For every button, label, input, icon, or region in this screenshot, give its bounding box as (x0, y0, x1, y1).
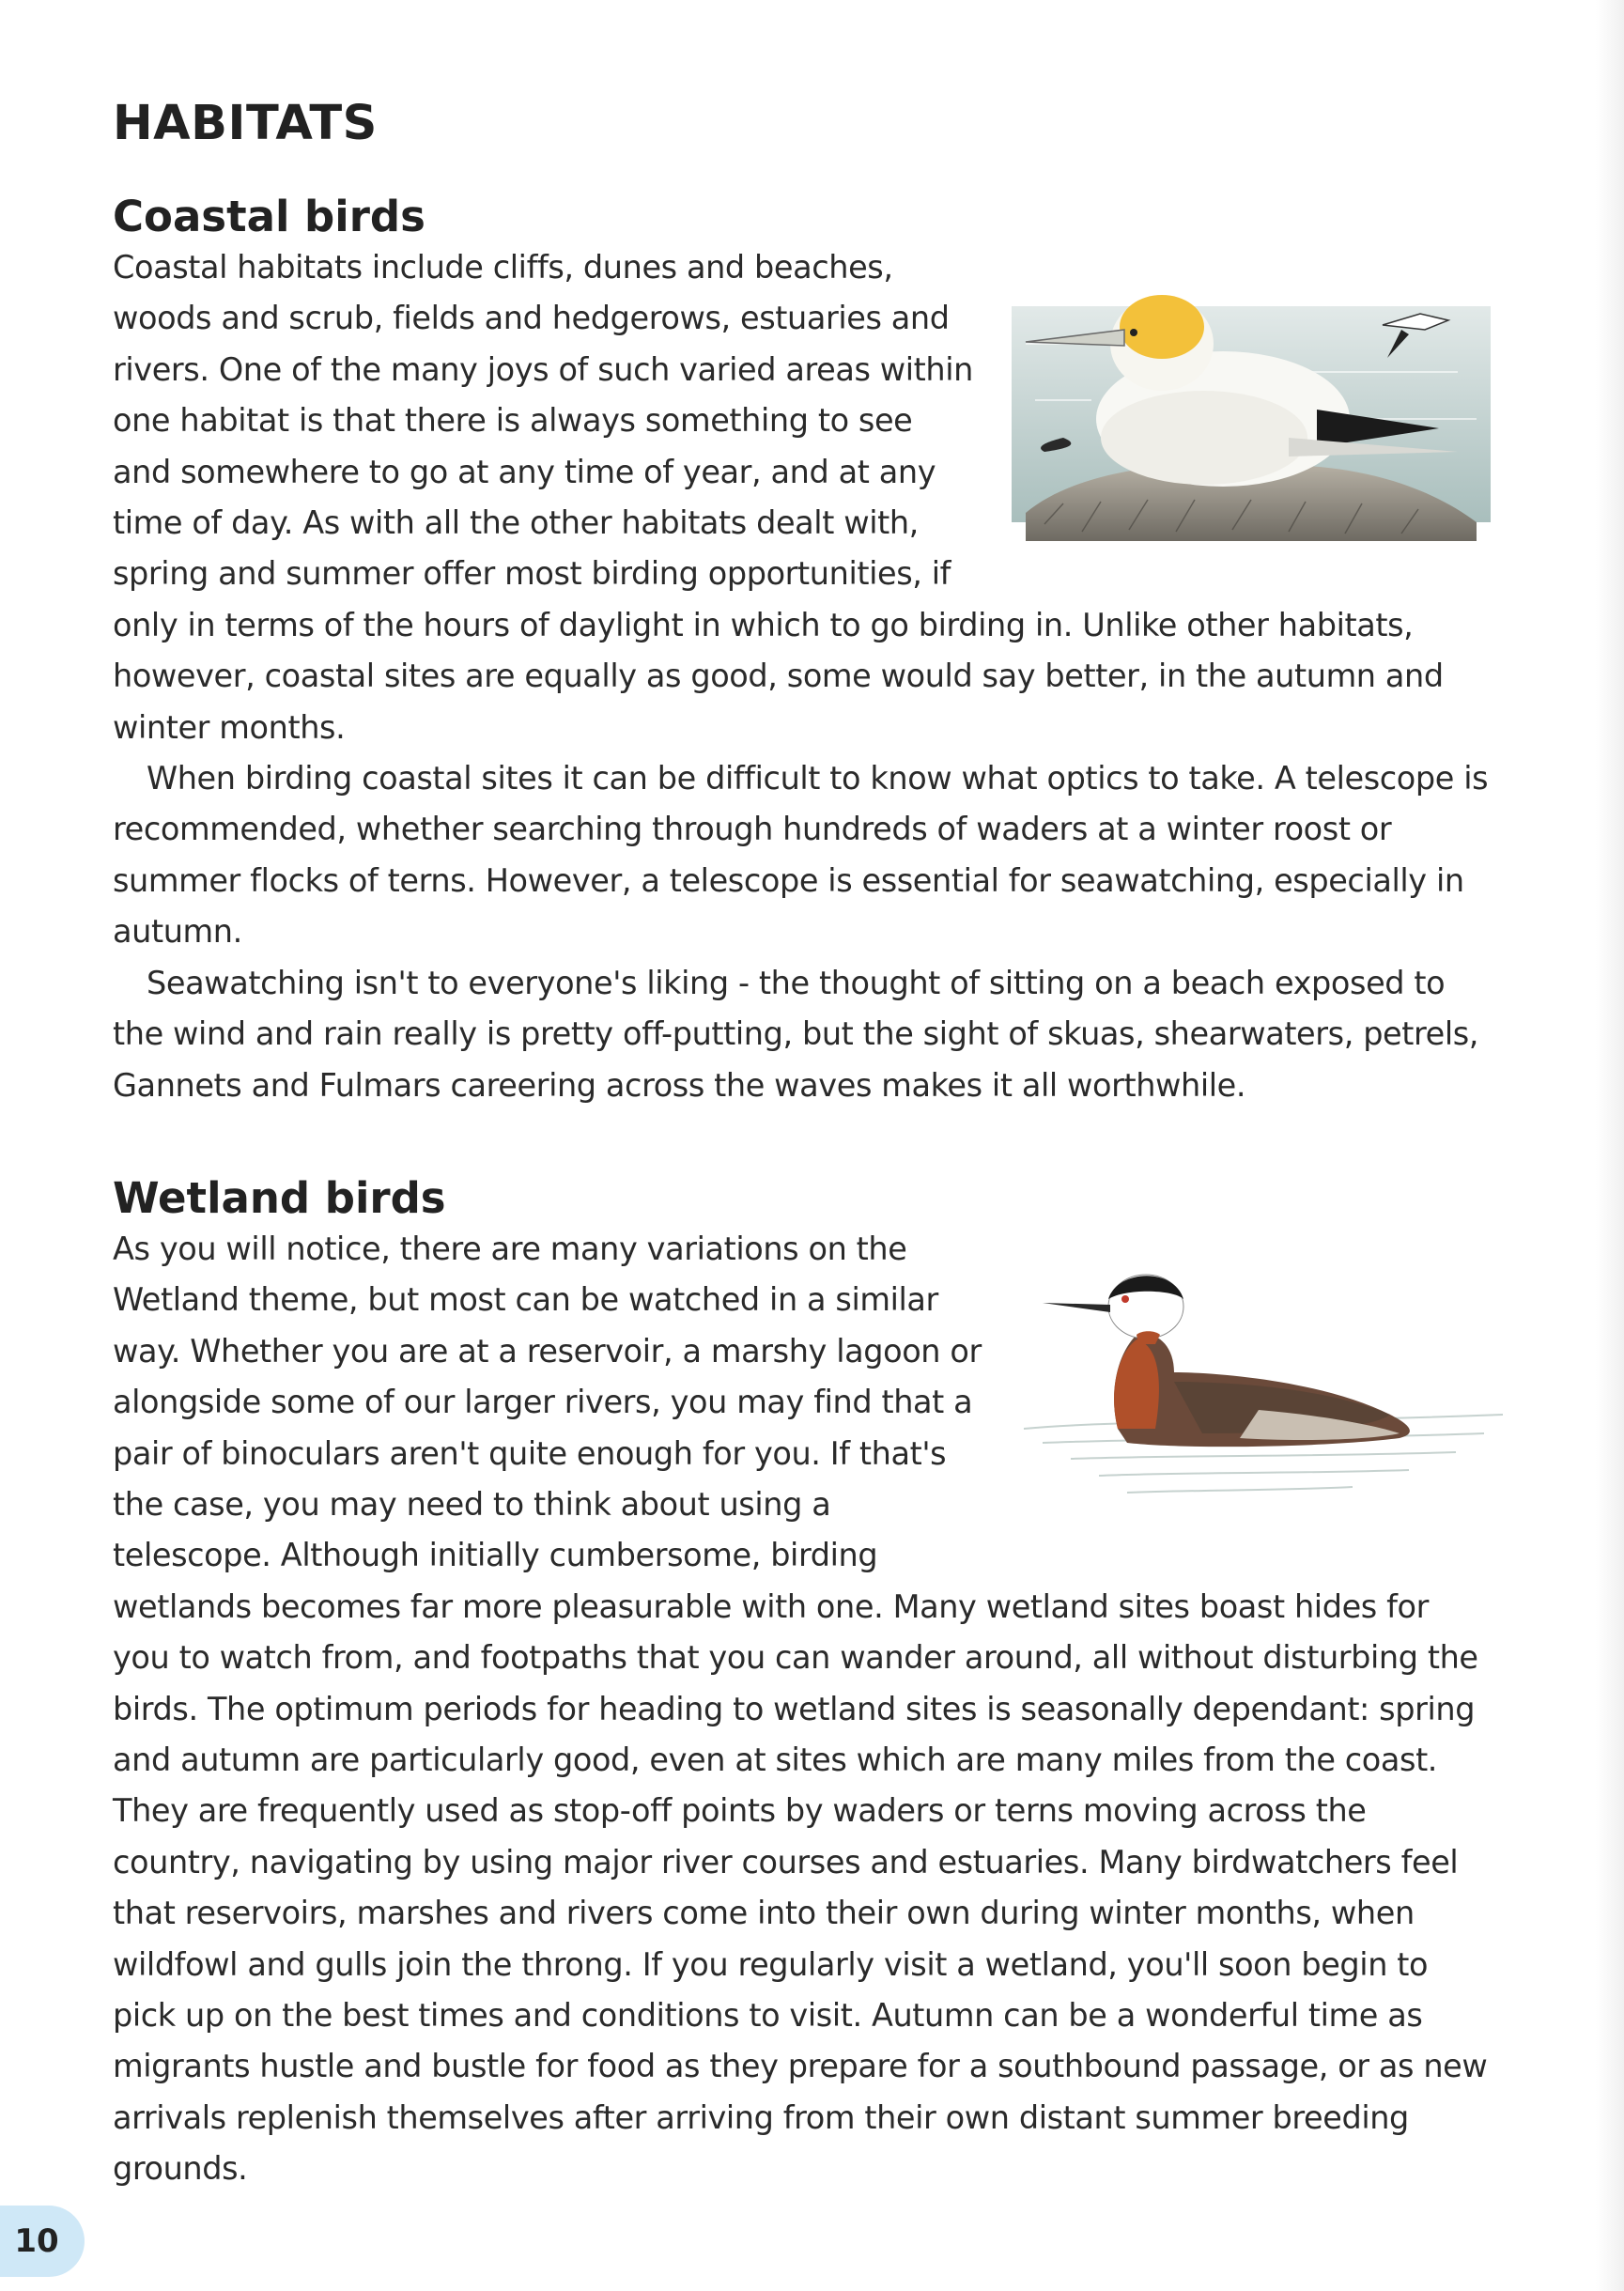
wetland-section (113, 1173, 1493, 2195)
page-content (113, 94, 1493, 2195)
coastal-paragraph-1: Coastal habitats include cliffs, dunes and beaches, woods and scrub, fields and hedgerows, estuaries and rivers. One of the many joys of such varied areas within one habitat is that there is always something to see and somewhere to go at any time of year, and at any time of day. As with all the other habitats dealt with, spring and summer offer most birding opportunities, if only in terms of the hours of daylight in which to go birding in. Unlike other habitats, however, coastal sites are equally as good, some would say better, in the autumn and winter months. (113, 249, 1444, 746)
page-edge (1596, 0, 1624, 2291)
page-number: 10 (0, 2206, 85, 2277)
grebe-illustration (1014, 1241, 1522, 1523)
grebe-drawing (1014, 1241, 1522, 1523)
wetland-paragraph-1: As you will notice, there are many variations on the Wetland theme, but most can be watched in a similar way. Whether you are at a reservoir, a marshy lagoon or alongside some of our larger rivers, you may find that a pair of binoculars aren't quite enough for you. If that's the case, you may need to think about using a telescope. Although initially cumbersome, birding wetlands becomes far more pleasurable with one. Many wetland sites boast hides for you to watch from, and footpaths that you can wander around, all without disturbing the birds. The optimum periods for heading to wetland sites is seasonally dependant: spring and autumn are particularly good, even at sites which are many miles from the coast. They are frequently used as stop-off points by waders or terns moving across the country, navigating by using major river courses and estuaries. Many birdwatchers feel that reservoirs, marshes and rivers come into their own during winter months, when wildfowl and gulls join the throng. If you regularly visit a wetland, you'll soon begin to pick up on the best times and conditions to visit. Autumn can be a wonderful time as migrants hustle and bustle for food as they prepare for a southbound passage, or as new arrivals replenish themselves after arriving from their own distant summer breeding grounds. (113, 1230, 1488, 2188)
gannet-drawing (1007, 278, 1495, 550)
coastal-heading: Coastal birds (113, 192, 425, 241)
coastal-paragraph-3: Seawatching isn't to everyone's liking - the thought of sitting on a beach exposed to the wind and rain really is pretty off-putting, but the sight of skuas, shearwaters, petrels, Gannets and Fulmars careering across the waves makes it all worthwhile. (113, 964, 1479, 1104)
wetland-heading: Wetland birds (113, 1172, 446, 1223)
coastal-paragraph-2: When birding coastal sites it can be difficult to know what optics to take. A telescope is recommended, whether searching through hundreds of waders at a winter roost or summer flocks of terns. However, a telescope is essential for seawatching, especially in autumn. (113, 760, 1489, 951)
page-title: HABITATS (113, 96, 378, 151)
gannet-illustration (1007, 278, 1495, 550)
coastal-section (113, 192, 1493, 1111)
